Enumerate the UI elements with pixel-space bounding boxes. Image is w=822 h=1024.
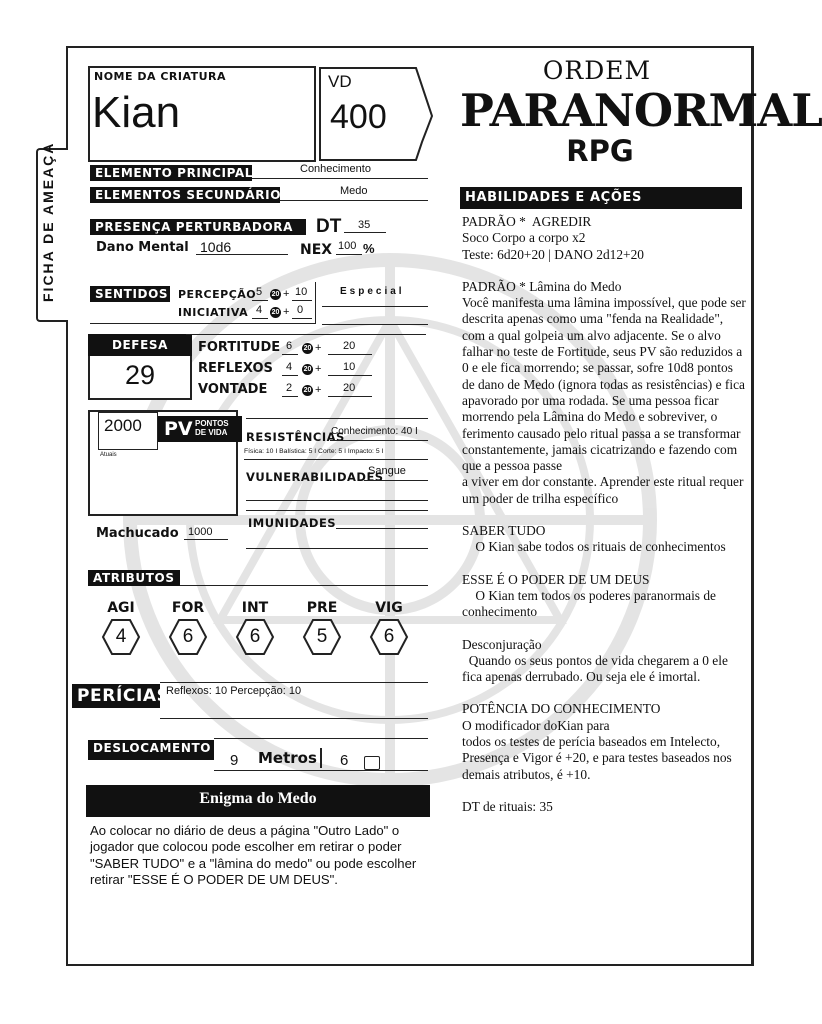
presenca-dt-line bbox=[344, 232, 386, 233]
attribute-name-agi: AGI bbox=[107, 600, 135, 616]
machucado-value[interactable]: 1000 bbox=[188, 526, 213, 538]
creature-name[interactable]: Kian bbox=[92, 88, 181, 137]
attribute-hex-agi[interactable] bbox=[102, 618, 140, 656]
plus-sign: + bbox=[315, 363, 322, 375]
habilidade-paragraph: POTÊNCIA DO CONHECIMENTO O modificador doKian para todos os testes de perícia baseados em Intelecto, Presença e Vigor é +20, e para testes baseados nos demais atributos, é +10. bbox=[462, 701, 732, 782]
vontade-dice-line bbox=[282, 396, 298, 397]
plus-sign: + bbox=[315, 384, 322, 396]
vontade-bonus[interactable]: 20 bbox=[343, 382, 356, 394]
deslocamento-line bbox=[214, 738, 428, 739]
resistencias-sub-line bbox=[244, 459, 428, 460]
habilidades-title: HABILIDADES E AÇÕES bbox=[460, 187, 742, 209]
iniciativa-bonus[interactable]: 0 bbox=[297, 304, 304, 316]
iniciativa-dice-line bbox=[252, 318, 268, 319]
defesa-label: DEFESA bbox=[88, 334, 192, 356]
deslocamento-label: DESLOCAMENTO bbox=[88, 740, 214, 760]
elementos-secundarios-value[interactable]: Medo bbox=[340, 185, 368, 197]
nex-label: NEX bbox=[300, 242, 333, 258]
attribute-value: 6 bbox=[249, 626, 261, 647]
deslocamento-line-2 bbox=[214, 770, 428, 771]
logo-paranormal: PARANORMAL bbox=[460, 84, 822, 137]
resistencias-main[interactable]: Conhecimento: 40 I bbox=[331, 426, 418, 437]
attribute-value: 6 bbox=[383, 626, 395, 647]
nex-unit: % bbox=[363, 241, 375, 256]
resistencias-sub[interactable]: Física: 10 I Balística: 5 I Corte: 5 I Impacto: 5 I bbox=[244, 448, 384, 455]
resistencias-line bbox=[246, 418, 428, 419]
habilidades-text bbox=[462, 214, 747, 815]
pericias-label: PERÍCIAS bbox=[72, 684, 160, 708]
fortitude-bonus[interactable]: 20 bbox=[343, 340, 356, 352]
resistencias-line-2 bbox=[330, 440, 428, 441]
pericias-line-2 bbox=[160, 718, 428, 719]
square-icon bbox=[364, 756, 380, 770]
metros-label: Metros bbox=[258, 749, 317, 767]
especial-label: Especial bbox=[340, 286, 405, 297]
habilidade-paragraph: SABER TUDO O Kian sabe todos os rituais de conhecimentos bbox=[462, 523, 726, 555]
habilidade-paragraph: DT de rituais: 35 bbox=[462, 798, 553, 814]
resistencias-label: RESISTÊNCIAS bbox=[246, 430, 345, 444]
plus-sign: + bbox=[283, 288, 290, 300]
pv-value[interactable]: 2000 bbox=[104, 416, 142, 435]
reflexos-label: REFLEXOS bbox=[198, 361, 273, 376]
attribute-value: 5 bbox=[316, 626, 328, 647]
pv-sublabel-1: PONTOS bbox=[195, 419, 229, 428]
vulnerabilidades-value[interactable]: Sangue bbox=[368, 465, 406, 477]
attribute-hex-vig[interactable] bbox=[370, 618, 408, 656]
d20-icon: 20 bbox=[271, 309, 280, 316]
reflexos-dice[interactable]: 4 bbox=[286, 361, 293, 373]
pericias-value[interactable]: Reflexos: 10 Percepção: 10 bbox=[166, 685, 302, 697]
percepcao-label: PERCEPÇÃO bbox=[178, 288, 257, 301]
plus-sign: + bbox=[283, 306, 290, 318]
imunidades-label: IMUNIDADES bbox=[248, 516, 337, 530]
d20-icon: 20 bbox=[303, 387, 312, 394]
habilidade-paragraph: PADRÃO * AGREDIR Soco Corpo a corpo x2 Teste: 6d20+20 | DANO 2d12+20 bbox=[462, 214, 644, 262]
attribute-value: 6 bbox=[182, 626, 194, 647]
quadrados-value[interactable]: 6 bbox=[340, 752, 349, 769]
attribute-hex-for[interactable] bbox=[169, 618, 207, 656]
percepcao-dice-line bbox=[252, 300, 268, 301]
nex-value[interactable]: 100 bbox=[338, 240, 357, 252]
d20-icon: 20 bbox=[303, 345, 312, 352]
dano-mental-value[interactable]: 10d6 bbox=[200, 239, 232, 255]
reflexos-bonus-line bbox=[328, 375, 372, 376]
elementos-secundarios-label: ELEMENTOS SECUNDÁRIOS bbox=[90, 187, 280, 203]
iniciativa-label: INICIATIVA bbox=[178, 306, 249, 319]
attribute-name-for: FOR bbox=[171, 600, 205, 616]
vd-label: VD bbox=[328, 72, 352, 91]
imunidades-line-2 bbox=[336, 528, 428, 529]
pericias-line bbox=[160, 682, 428, 683]
d20-icon: 20 bbox=[271, 291, 280, 298]
imunidades-line bbox=[246, 510, 428, 511]
vulnerabilidades-line bbox=[364, 480, 428, 481]
iniciativa-bonus-line bbox=[292, 318, 312, 319]
side-tab-label: FICHA DE AMEAÇA bbox=[40, 141, 56, 302]
habilidade-paragraph: PADRÃO * Lâmina do Medo Você manifesta uma lâmina impossível, que pode ser descrita apenas como uma "fenda na Realidade", com a qual golpeia um alvo adjacente. Se o alvo falhar no teste de Fortitude, seus PV são reduzidos a 0 e ele fica morrendo; se passar, sofre 10d8 pontos de dano de Medo (ignora todas as resistências) e fica apavorado por uma rodada. Se uma pessoa ficar morrendo pela Lâmina do Medo e sobreviver, o ferimento causado pelo ritual passa a se transformar constantemente, jamais cicatrizando e fazendo com que a pessoa passe a viver em dor constante. Aprender este ritual requer um poder de trilha específico bbox=[462, 278, 746, 506]
especial-line-2 bbox=[322, 324, 428, 325]
elementos-secundarios-line bbox=[280, 200, 428, 201]
presenca-label: PRESENÇA PERTURBADORA bbox=[90, 219, 306, 235]
vulnerabilidades-line-2 bbox=[246, 500, 428, 501]
fortitude-bonus-line bbox=[328, 354, 372, 355]
d20-icon: 20 bbox=[303, 366, 312, 373]
attribute-hex-pre[interactable] bbox=[303, 618, 341, 656]
vd-value[interactable]: 400 bbox=[330, 98, 387, 136]
enigma-title: Enigma do Medo bbox=[199, 790, 317, 807]
attribute-value: 4 bbox=[115, 626, 127, 647]
iniciativa-dice[interactable]: 4 bbox=[256, 304, 263, 316]
percepcao-bonus[interactable]: 10 bbox=[295, 286, 308, 298]
attribute-name-int: INT bbox=[241, 600, 269, 616]
attribute-name-vig: VIG bbox=[375, 600, 403, 616]
machucado-label: Machucado bbox=[96, 526, 179, 541]
defesa-value[interactable]: 29 bbox=[124, 360, 156, 390]
fortitude-label: FORTITUDE bbox=[198, 340, 281, 355]
habilidade-paragraph: Desconjuração Quando os seus pontos de vida chegarem a 0 ele fica apenas derrubado. Ou seja ele é imortal. bbox=[462, 636, 728, 685]
pv-label: PV bbox=[164, 418, 193, 440]
metros-divider bbox=[320, 748, 322, 768]
plus-sign: + bbox=[315, 342, 322, 354]
elemento-principal-value[interactable]: Conhecimento bbox=[300, 163, 371, 175]
vontade-label: VONTADE bbox=[198, 382, 268, 397]
reflexos-dice-line bbox=[282, 375, 298, 376]
vontade-dice[interactable]: 2 bbox=[286, 382, 293, 394]
fortitude-dice[interactable]: 6 bbox=[286, 340, 293, 352]
imunidades-line-3 bbox=[246, 548, 428, 549]
percepcao-bonus-line bbox=[292, 300, 312, 301]
fortitude-dice-line bbox=[282, 354, 298, 355]
percepcao-dice[interactable]: 5 bbox=[256, 286, 263, 298]
vontade-bonus-line bbox=[328, 396, 372, 397]
deslocamento-value[interactable]: 9 bbox=[230, 752, 239, 769]
logo-rpg: RPG bbox=[566, 134, 634, 168]
attribute-name-pre: PRE bbox=[306, 600, 338, 616]
reflexos-bonus[interactable]: 10 bbox=[343, 361, 356, 373]
sentidos-label: SENTIDOS bbox=[90, 286, 170, 302]
elemento-principal-line bbox=[252, 178, 428, 179]
especial-line-1 bbox=[322, 306, 428, 307]
attribute-hex-int[interactable] bbox=[236, 618, 274, 656]
presenca-dt-label: DT bbox=[316, 216, 342, 237]
atributos-line bbox=[180, 585, 428, 586]
creature-name-label: NOME DA CRIATURA bbox=[94, 70, 227, 83]
vulnerabilidades-label: VULNERABILIDADES bbox=[246, 470, 384, 484]
nex-line bbox=[336, 254, 362, 255]
habilidade-paragraph: ESSE É O PODER DE UM DEUS O Kian tem todos os poderes paranormais de conhecimento bbox=[462, 571, 716, 620]
presenca-dt-value[interactable]: 35 bbox=[358, 219, 371, 231]
logo-ordem: ORDEM bbox=[542, 56, 652, 85]
pv-atuais: Atuais bbox=[100, 452, 117, 458]
machucado-line bbox=[184, 539, 228, 540]
atributos-label: ATRIBUTOS bbox=[88, 570, 180, 586]
elemento-principal-label: ELEMENTO PRINCIPAL bbox=[90, 165, 252, 181]
enigma-text: Ao colocar no diário de deus a página "Outro Lado" o jogador que colocou pode escolher em retirar o poder "SABER TUDO" e a "lâmina do medo" ou pode escolher retirar "ESSE É O PODER DE UM DEUS". bbox=[90, 823, 417, 888]
pv-sublabel-2: DE VIDA bbox=[195, 428, 228, 437]
dano-mental-label: Dano Mental bbox=[96, 240, 189, 255]
